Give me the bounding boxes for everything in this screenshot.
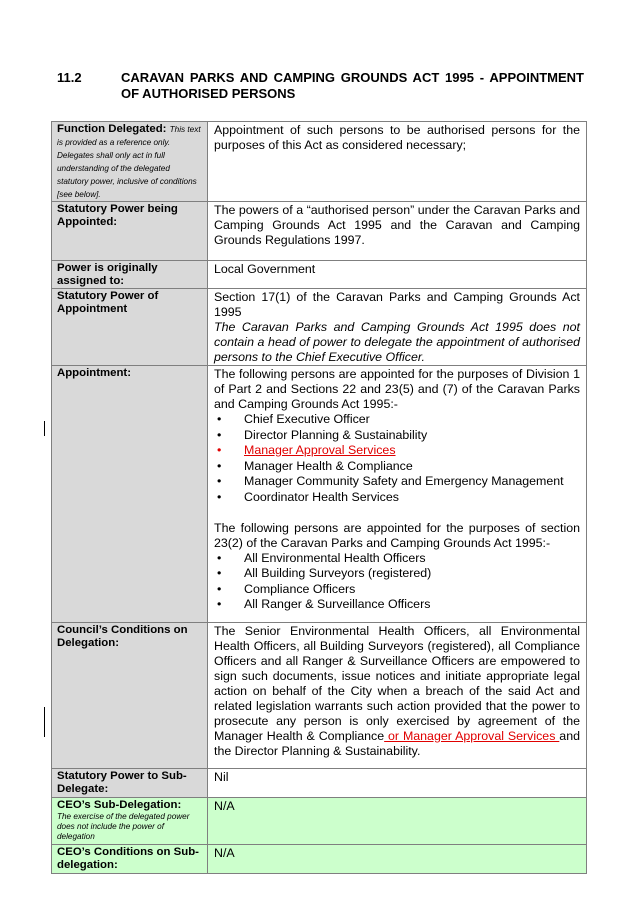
value-cell	[208, 289, 587, 366]
value-cell	[208, 366, 587, 623]
label-cell	[52, 623, 208, 769]
conditions-tracked-change: or Manager Approval Services	[384, 729, 560, 743]
list-item: • All Environmental Health Officers	[217, 550, 426, 565]
appointment-list-1	[214, 412, 580, 506]
value-function-delegated: Appointment of such persons to be authorised persons for the purposes of this Act as considered necessary;	[208, 122, 587, 202]
ceo-sub-delegation-note: The exercise of the delegated power does not include the power of delegation	[57, 812, 190, 841]
appointment-intro-2: The following persons are appointed for the purposes of section 23(2) of the Caravan Parks and Camping Grounds Act 1995:-	[214, 520, 580, 550]
bullet-icon: •	[217, 566, 222, 581]
bullet-icon: •	[217, 474, 222, 489]
bullet-icon: •	[217, 427, 222, 442]
value-originally-assigned: Local Government	[208, 261, 587, 289]
bullet-icon: •	[217, 550, 222, 565]
bullet-icon: •	[217, 412, 222, 426]
row-sub-delegate	[52, 769, 587, 798]
bullet-icon: •	[217, 581, 222, 596]
list-item: • Compliance Officers	[217, 581, 356, 596]
bullet-icon: •	[217, 443, 222, 458]
row-power-of-appointment	[52, 289, 587, 366]
label-cell	[52, 122, 208, 202]
value-ceo-conditions: N/A	[208, 845, 587, 874]
label-cell	[52, 366, 208, 623]
value-sub-delegate: Nil	[208, 769, 587, 798]
list-item: • All Ranger & Surveillance Officers	[217, 597, 431, 612]
label-cell	[52, 845, 208, 874]
conditions-text-end: and the Director Planning & Sustainability.	[214, 729, 580, 758]
list-item: • Director Planning & Sustainability	[217, 427, 428, 442]
section-number: 11.2	[57, 70, 82, 85]
appointment-list-2	[214, 551, 580, 613]
list-item: • All Building Surveyors (registered)	[217, 566, 432, 581]
label-ceo-conditions: CEO’s Conditions on Sub-delegation:	[57, 846, 199, 871]
label-cell	[52, 769, 208, 798]
label-statutory-power: Statutory Power being Appointed:	[57, 203, 178, 228]
section-title: CARAVAN PARKS AND CAMPING GROUNDS ACT 1995 - APPOINTMENT OF AUTHORISED PERSONS	[121, 70, 584, 101]
row-ceo-conditions	[52, 845, 587, 874]
label-cell	[52, 798, 208, 845]
value-power-of-appointment: Section 17(1) of the Caravan Parks and Camping Grounds Act 1995	[214, 290, 580, 319]
change-bar	[44, 707, 45, 737]
list-item: • Manager Health & Compliance	[217, 458, 413, 473]
row-function-delegated	[52, 122, 587, 202]
list-item-tracked-change: • Manager Approval Services	[217, 443, 396, 458]
row-ceo-sub-delegation	[52, 798, 587, 845]
label-cell	[52, 289, 208, 366]
delegation-table	[51, 121, 587, 874]
row-appointment	[52, 366, 587, 623]
bullet-icon: •	[217, 458, 222, 473]
bullet-icon: •	[217, 489, 222, 504]
label-appointment: Appointment:	[57, 367, 132, 379]
label-conditions: Council’s Conditions on Delegation:	[57, 624, 188, 649]
list-item: • Manager Community Safety and Emergency Management	[217, 474, 564, 489]
value-ceo-sub-delegation: N/A	[208, 798, 587, 845]
value-cell	[208, 623, 587, 769]
value-statutory-power: The powers of a “authorised person” under the Caravan Parks and Camping Grounds Act 1995 and the Caravan and Camping Grounds Regulations 1997.	[208, 202, 587, 261]
label-power-of-appointment: Statutory Power of Appointment	[57, 290, 159, 315]
label-originally-assigned: Power is originally assigned to:	[57, 262, 158, 287]
row-originally-assigned	[52, 261, 587, 289]
appointment-intro-1: The following persons are appointed for the purposes of Division 1 of Part 2 and Sections 22 and 23(5) and (7) of the Caravan Parks and Camping Grounds Act 1995:-	[214, 367, 580, 411]
label-cell	[52, 202, 208, 261]
conditions-text: The Senior Environmental Health Officers, all Environmental Health Officers, all Building Surveyors (registered), all Compliance Officers and all Ranger & Surveillance Officers are empowered to sign such documents, issue notices and initiate appropriate legal action on behalf of the City when a breach of the said Act and related legislation warrants such action provided that the power to prosecute any person is only exercised by agreement of the Manager Health & Compliance	[214, 624, 580, 743]
label-function-delegated: Function Delegated:	[57, 123, 167, 135]
section-heading	[57, 70, 584, 102]
list-item: • Chief Executive Officer	[217, 412, 370, 426]
label-cell	[52, 261, 208, 289]
row-statutory-power	[52, 202, 587, 261]
bullet-icon: •	[217, 597, 222, 612]
label-sub-delegate: Statutory Power to Sub-Delegate:	[57, 770, 187, 795]
value-power-of-appointment-note: The Caravan Parks and Camping Grounds Act 1995 does not contain a head of power to delegate the appointment of authorised persons to the Chief Executive Officer.	[214, 320, 580, 364]
row-conditions	[52, 623, 587, 769]
reference-note: This text is provided as a reference only. Delegates shall only act in full understanding of the delegated statutory power, inclusive of conditions [see below].	[57, 125, 201, 199]
label-ceo-sub-delegation: CEO’s Sub-Delegation:	[57, 799, 182, 811]
change-bar	[44, 421, 45, 436]
list-item: • Coordinator Health Services	[217, 489, 399, 504]
